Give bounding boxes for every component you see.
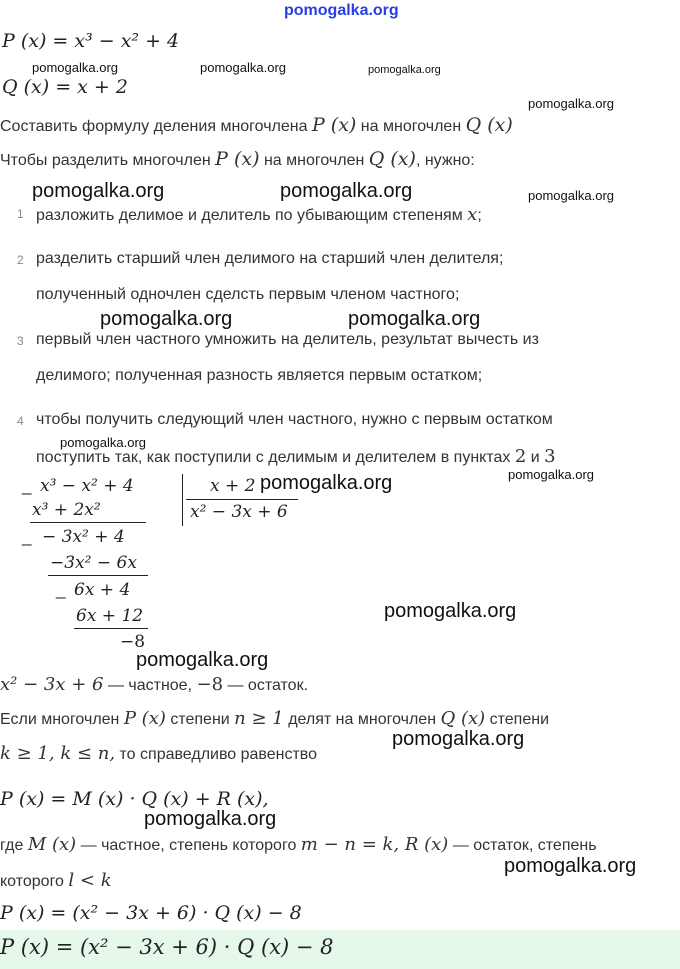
rule: [48, 575, 148, 576]
theorem-line: [0, 834, 597, 855]
theorem-formula: P (x) = M (x) · Q (x) + R (x),: [0, 788, 269, 810]
watermark: pomogalka.org: [508, 467, 594, 482]
theorem-math: k ≥ 1, k ≤ n,: [0, 743, 116, 764]
watermark: pomogalka.org: [368, 64, 441, 76]
subtrahend: x³ + 2x²: [32, 500, 101, 520]
step-tail: ;: [477, 207, 482, 224]
watermark: pomogalka.org: [144, 808, 277, 830]
polynomial-q: Q (x) = x + 2: [2, 76, 128, 98]
remainder-step: 6x + 4: [74, 580, 131, 600]
watermark: pomogalka.org: [348, 308, 481, 330]
watermark: pomogalka.org: [200, 60, 286, 75]
step-math: x: [467, 204, 478, 225]
task-q: Q (x): [465, 114, 513, 136]
step-number: 3: [17, 334, 24, 348]
watermark: pomogalka.org: [528, 96, 614, 111]
watermark: pomogalka.org: [136, 649, 269, 671]
intro-suffix: , нужно:: [415, 152, 475, 169]
intro-mid: на многочлен: [263, 152, 365, 169]
theorem-text: то справедливо равенство: [119, 746, 318, 763]
watermark: pomogalka.org: [32, 180, 165, 202]
step-line: разложить делимое и делитель по убывающим степеням: [36, 207, 463, 224]
theorem-line: [0, 743, 317, 764]
dividend: x³ − x² + 4: [40, 476, 134, 496]
watermark: pomogalka.org: [384, 600, 517, 622]
step-math: 3: [544, 446, 556, 467]
theorem-math: l < k: [68, 870, 112, 891]
watermark: pomogalka.org: [280, 180, 413, 202]
result-remainder: −8: [196, 674, 224, 695]
final-equation: P (x) = (x² − 3x + 6) · Q (x) − 8: [0, 902, 302, 924]
task-text: [0, 114, 513, 136]
division-bar: [182, 474, 183, 526]
watermark: pomogalka.org: [32, 60, 118, 75]
result-r-label: — остаток.: [227, 677, 309, 694]
step-number: 4: [17, 414, 24, 428]
step-line: разделить старший член делимого на старший член делителя;: [36, 250, 504, 267]
task-p: P (x): [311, 114, 357, 136]
theorem-math: Q (x): [440, 708, 486, 729]
watermark: pomogalka.org: [528, 188, 614, 203]
step-text: [36, 204, 482, 225]
theorem-text: степени: [170, 711, 230, 728]
step-text: [36, 446, 556, 467]
step-line: первый член частного умножить на делитель, результат вычесть из: [36, 331, 539, 348]
theorem-text: — частное, степень которого: [80, 837, 297, 854]
theorem-math: m − n = k, R (x): [300, 834, 449, 855]
minus-sign: _: [22, 476, 32, 495]
quotient: x² − 3x + 6: [190, 502, 288, 522]
minus-sign: _: [56, 580, 66, 599]
result-quotient: x² − 3x + 6: [0, 674, 104, 695]
polynomial-p: P (x) = x³ − x² + 4: [2, 30, 180, 52]
watermark: pomogalka.org: [392, 728, 525, 750]
final-remainder: −8: [120, 632, 146, 652]
intro-prefix: Чтобы разделить многочлен: [0, 152, 211, 169]
step-line: полученный одночлен сделсть первым членом частного;: [36, 286, 460, 303]
result-text: [0, 674, 308, 695]
subtrahend: −3x² − 6x: [50, 553, 137, 573]
step-line: делимого; полученная разность является первым остатком;: [36, 367, 483, 384]
theorem-line: [0, 708, 549, 729]
step-number: 2: [17, 253, 24, 267]
step-line: поступить так, как поступили с делимым и делителем в пунктах: [36, 449, 511, 466]
task-mid: на многочлен: [360, 118, 462, 135]
divisor: x + 2: [210, 476, 256, 496]
subtrahend: 6x + 12: [76, 606, 144, 626]
step-number: 1: [17, 207, 24, 221]
theorem-line: [0, 870, 112, 891]
theorem-math: P (x): [123, 708, 166, 729]
final-equation-highlighted: P (x) = (x² − 3x + 6) · Q (x) − 8: [0, 935, 334, 959]
theorem-math: n ≥ 1: [234, 708, 284, 729]
divisor-underline: [186, 499, 298, 500]
intro-text: [0, 148, 475, 170]
theorem-text: которого: [0, 873, 64, 890]
theorem-text: Если многочлен: [0, 711, 120, 728]
theorem-text: степени: [489, 711, 550, 728]
watermark: pomogalka.org: [260, 472, 393, 494]
task-prefix: Составить формулу деления многочлена: [0, 118, 308, 135]
theorem-math: M (x): [27, 834, 77, 855]
step-line: чтобы получить следующий член частного, нужно с первым остатком: [36, 411, 553, 428]
intro-q: Q (x): [368, 148, 416, 170]
result-q-label: — частное,: [107, 677, 193, 694]
theorem-text: где: [0, 837, 24, 854]
remainder-step: − 3x² + 4: [42, 527, 125, 547]
intro-p: P (x): [215, 148, 260, 170]
minus-sign: _: [22, 527, 32, 546]
rule: [74, 628, 148, 629]
rule: [30, 522, 146, 523]
watermark: pomogalka.org: [504, 855, 637, 877]
step-math: 2: [514, 446, 527, 467]
theorem-text: — остаток, степень: [452, 837, 597, 854]
watermark: pomogalka.org: [100, 308, 233, 330]
theorem-text: делят на многочлен: [288, 711, 437, 728]
step-and: и: [530, 449, 540, 466]
watermark: pomogalka.org: [284, 2, 399, 19]
watermark: pomogalka.org: [60, 435, 146, 450]
